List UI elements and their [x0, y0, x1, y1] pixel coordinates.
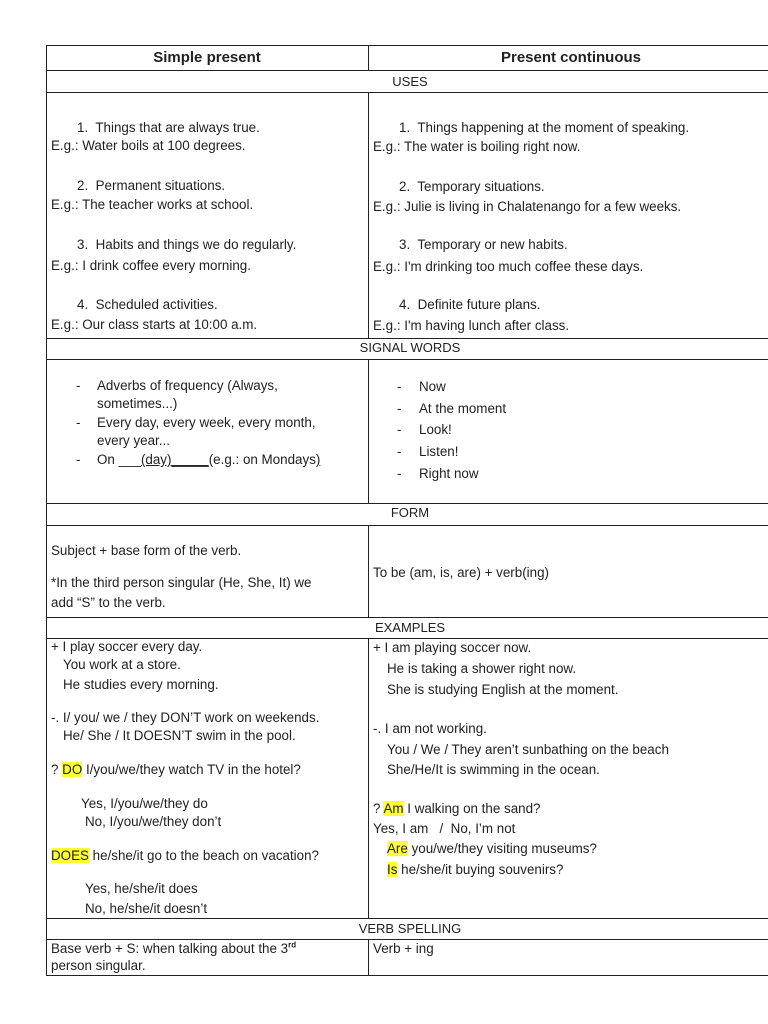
use-example: E.g.: Julie is living in Chalatenango for a few weeks.: [373, 199, 682, 214]
example-line: He/ She / It DOESN’T swim in the pool.: [63, 728, 296, 743]
example-text: ?: [373, 801, 384, 816]
example-question: [387, 841, 597, 857]
superscript-rd: rd: [288, 940, 297, 950]
band-form: FORM: [390, 505, 430, 520]
spelling-text: Base verb + S: when talking about the 3: [51, 941, 289, 956]
use-item: 1. Things happening at the moment of speaking.: [399, 120, 690, 135]
rule: [47, 939, 768, 940]
signal-text: ): [315, 452, 321, 467]
example-answer: No, he/she/it doesn’t: [85, 901, 208, 916]
signal-text: (day): [140, 452, 172, 467]
use-item: 4. Scheduled activities.: [77, 297, 218, 312]
bullet-dash: -: [397, 379, 402, 394]
highlighted-auxiliary: Is: [387, 862, 398, 877]
highlighted-auxiliary: DOES: [51, 848, 89, 863]
use-example: E.g.: I'm drinking too much coffee these days.: [373, 259, 644, 274]
use-item: 1. Things that are always true.: [77, 120, 260, 135]
use-example: E.g.: The teacher works at school.: [51, 197, 254, 212]
signal-word: Listen!: [419, 444, 459, 459]
form-rule: To be (am, is, are) + verb(ing): [373, 565, 549, 580]
signal-word: Right now: [419, 466, 479, 481]
bullet-dash: -: [76, 415, 81, 430]
example-text: he/she/it buying souvenirs?: [397, 862, 564, 877]
example-question: [51, 762, 301, 778]
rule: [47, 918, 768, 919]
use-example: E.g.: Our class starts at 10:00 a.m.: [51, 317, 258, 332]
example-line: He is taking a shower right now.: [387, 661, 577, 676]
signal-word: At the moment: [419, 401, 507, 416]
highlighted-auxiliary: Are: [387, 841, 408, 856]
example-question: [387, 862, 563, 878]
use-example: E.g.: I'm having lunch after class.: [373, 318, 570, 333]
signal-word: Now: [419, 379, 446, 394]
grammar-table: [46, 45, 768, 976]
bullet-dash: -: [397, 444, 402, 459]
form-rule: Subject + base form of the verb.: [51, 543, 242, 558]
example-line: -. I/ you/ we / they DON’T work on weekends.: [51, 710, 320, 725]
rule: [47, 70, 768, 71]
use-item: 3. Habits and things we do regularly.: [77, 237, 297, 252]
highlighted-auxiliary: DO: [62, 762, 83, 777]
bullet-dash: -: [76, 452, 81, 467]
spelling-rule: person singular.: [51, 958, 146, 973]
example-line: -. I am not working.: [373, 721, 487, 736]
example-text: ?: [51, 762, 63, 777]
signal-word: Adverbs of frequency (Always,: [97, 378, 278, 393]
use-item: 2. Permanent situations.: [77, 178, 226, 193]
bullet-dash: -: [397, 422, 402, 437]
use-example: E.g.: The water is boiling right now.: [373, 139, 581, 154]
form-note: *In the third person singular (He, She, It) we: [51, 575, 312, 590]
example-text: you/we/they visiting museums?: [407, 841, 597, 856]
signal-word: every year...: [97, 433, 170, 448]
example-answer: Yes, I am / No, I’m not: [373, 821, 516, 836]
column-divider: [368, 525, 369, 617]
signal-word: [97, 452, 320, 468]
form-note: add “S” to the verb.: [51, 595, 166, 610]
example-answer: Yes, I/you/we/they do: [81, 796, 208, 811]
example-line: She is studying English at the moment.: [387, 682, 619, 697]
example-answer: Yes, he/she/it does: [85, 881, 198, 896]
band-verb-spelling: VERB SPELLING: [358, 921, 462, 936]
signal-word: Every day, every week, every month,: [97, 415, 316, 430]
column-divider: [368, 359, 369, 503]
signal-text: _____: [171, 452, 209, 467]
example-line: He studies every morning.: [63, 677, 219, 692]
signal-word: sometimes...): [97, 396, 178, 411]
example-question: [51, 848, 319, 864]
signal-text: On ___: [97, 452, 141, 467]
rule: [47, 359, 768, 360]
column-divider: [368, 92, 369, 338]
example-text: I walking on the sand?: [403, 801, 541, 816]
highlighted-auxiliary: Am: [383, 801, 404, 816]
rule: [47, 525, 768, 526]
bullet-dash: -: [397, 401, 402, 416]
header-present-continuous: Present continuous: [500, 49, 642, 66]
bullet-dash: -: [76, 378, 81, 393]
example-line: You work at a store.: [63, 657, 181, 672]
use-item: 3. Temporary or new habits.: [399, 237, 568, 252]
example-question: [373, 801, 541, 817]
band-signal-words: SIGNAL WORDS: [359, 340, 461, 355]
signal-word: Look!: [419, 422, 452, 437]
use-item: 2. Temporary situations.: [399, 179, 545, 194]
example-text: he/she/it go to the beach on vacation?: [88, 848, 319, 863]
use-item: 4. Definite future plans.: [399, 297, 541, 312]
spelling-rule: [51, 941, 296, 957]
example-answer: No, I/you/we/they don’t: [85, 814, 222, 829]
example-text: I/you/we/they watch TV in the hotel?: [82, 762, 301, 777]
example-line: + I am playing soccer now.: [373, 640, 532, 655]
column-divider: [368, 638, 369, 918]
column-divider: [368, 939, 369, 976]
example-line: + I play soccer every day.: [51, 639, 203, 654]
bullet-dash: -: [397, 466, 402, 481]
header-simple-present: Simple present: [153, 49, 261, 66]
signal-text: (e.g.: on Mondays: [208, 452, 316, 467]
band-uses: USES: [392, 74, 428, 89]
example-line: She/He/It is swimming in the ocean.: [387, 762, 600, 777]
spelling-rule: Verb + ing: [373, 941, 434, 956]
example-line: You / We / They aren’t sunbathing on the beach: [387, 742, 669, 757]
use-example: E.g.: Water boils at 100 degrees.: [51, 138, 246, 153]
rule: [47, 617, 768, 618]
rule: [47, 92, 768, 93]
band-examples: EXAMPLES: [374, 620, 446, 635]
use-example: E.g.: I drink coffee every morning.: [51, 258, 251, 273]
